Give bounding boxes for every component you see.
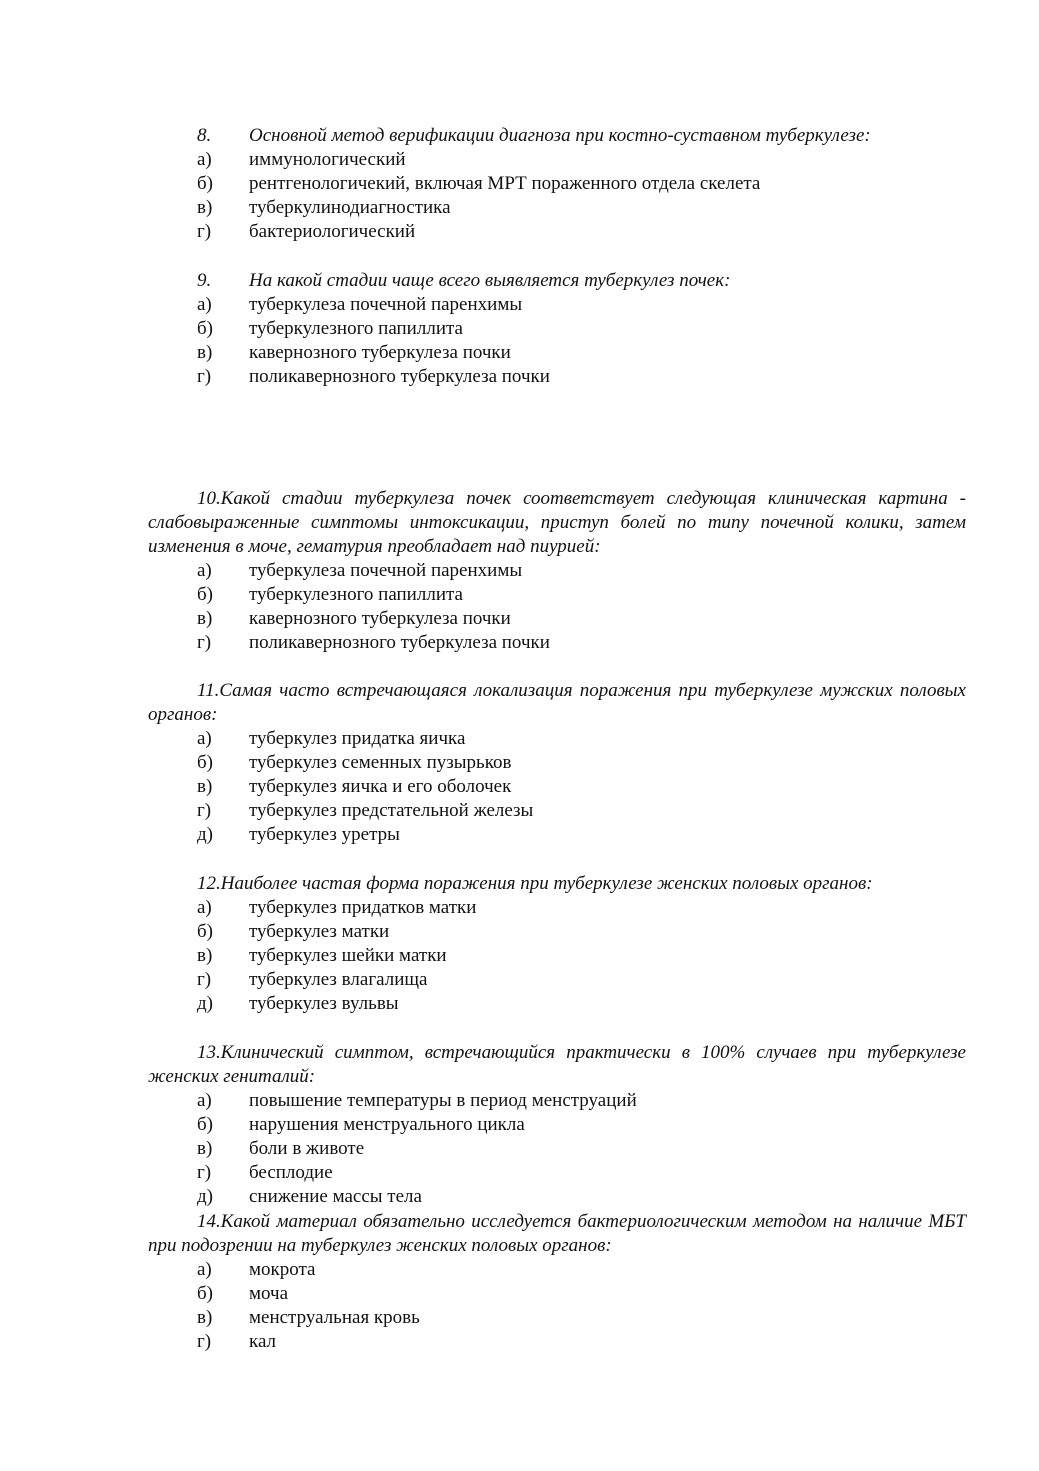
- answer-option: [148, 727, 966, 751]
- option-text: кавернозного туберкулеза почки: [249, 608, 511, 629]
- answer-option: [148, 799, 966, 823]
- question-8: [148, 124, 966, 244]
- answer-option: [148, 220, 966, 244]
- question-text: Какой стадии туберкулеза почек соответствует следующая клиническая картина - слабовыраженные симптомы интоксикации, приступ болей по типу почечной колики, затем изменения в моче, гематурия преобладает над пиурией:: [148, 488, 966, 557]
- option-text: менструальная кровь: [249, 1307, 420, 1328]
- question-9: [148, 269, 966, 389]
- option-letter: в): [197, 197, 213, 218]
- answer-option: [148, 1185, 966, 1209]
- option-text: туберкулез придатка яичка: [249, 728, 466, 749]
- option-letter: б): [197, 1114, 213, 1135]
- question-text: Наиболее частая форма поражения при туберкулезе женских половых органов:: [220, 873, 873, 894]
- question-text: Какой материал обязательно исследуется бактериологическим методом на наличие МБТ при подозрении на туберкулез женских половых органов:: [148, 1211, 966, 1256]
- option-letter: б): [197, 318, 213, 339]
- option-text: туберкулинодиагностика: [249, 197, 451, 218]
- answer-option: [148, 317, 966, 341]
- question-title: [148, 1210, 966, 1258]
- answer-option: [148, 823, 966, 847]
- question-number: 11.: [197, 680, 220, 701]
- question-title: [148, 124, 966, 148]
- question-title: [148, 487, 966, 559]
- question-12: [148, 872, 966, 1016]
- answer-options: [148, 148, 966, 244]
- answer-options: [148, 1089, 966, 1209]
- option-text: туберкулез придатков матки: [249, 897, 477, 918]
- question-text: Основной метод верификации диагноза при костно-суставном туберкулезе:: [249, 125, 871, 146]
- option-text: бактериологический: [249, 221, 416, 242]
- answer-option: [148, 1161, 966, 1185]
- answer-options: [148, 896, 966, 1016]
- option-letter: а): [197, 1090, 212, 1111]
- answer-option: [148, 896, 966, 920]
- answer-option: [148, 1137, 966, 1161]
- question-title: [148, 679, 966, 727]
- question-text: Самая часто встречающаяся локализация поражения при туберкулезе мужских половых органов:: [148, 680, 966, 725]
- question-number: 12.: [197, 873, 221, 894]
- option-text: кал: [249, 1331, 277, 1352]
- option-text: туберкулез предстательной железы: [249, 800, 534, 821]
- answer-option: [148, 944, 966, 968]
- answer-option: [148, 1330, 966, 1354]
- option-letter: д): [197, 993, 213, 1014]
- option-text: рентгенологичекий, включая МРТ пораженного отдела скелета: [249, 173, 761, 194]
- answer-option: [148, 341, 966, 365]
- option-letter: г): [197, 632, 212, 653]
- question-title: [148, 1041, 966, 1089]
- option-letter: а): [197, 897, 212, 918]
- answer-option: [148, 1306, 966, 1330]
- question-number: 14.: [197, 1211, 221, 1232]
- question-title: [148, 872, 966, 896]
- option-letter: д): [197, 1186, 213, 1207]
- option-text: кавернозного туберкулеза почки: [249, 342, 511, 363]
- option-letter: а): [197, 728, 212, 749]
- option-letter: б): [197, 921, 213, 942]
- answer-option: [148, 631, 966, 655]
- option-letter: б): [197, 584, 213, 605]
- question-text: На какой стадии чаще всего выявляется туберкулез почек:: [249, 270, 731, 291]
- option-text: повышение температуры в период менструаций: [249, 1090, 637, 1111]
- option-letter: в): [197, 1138, 213, 1159]
- option-text: туберкулезного папиллита: [249, 318, 463, 339]
- option-text: туберкулез шейки матки: [249, 945, 447, 966]
- option-text: туберкулез матки: [249, 921, 390, 942]
- option-text: туберкулеза почечной паренхимы: [249, 560, 523, 581]
- option-letter: в): [197, 945, 213, 966]
- option-letter: а): [197, 294, 212, 315]
- question-text: Клинический симптом, встречающийся практически в 100% случаев при туберкулезе женских гениталий:: [148, 1042, 966, 1087]
- option-letter: в): [197, 608, 213, 629]
- option-letter: г): [197, 969, 212, 990]
- option-letter: г): [197, 221, 212, 242]
- option-text: иммунологический: [249, 149, 406, 170]
- question-number: 13.: [197, 1042, 221, 1063]
- option-letter: в): [197, 776, 213, 797]
- option-text: туберкулез вульвы: [249, 993, 399, 1014]
- option-text: туберкулез влагалища: [249, 969, 428, 990]
- option-text: туберкулезного папиллита: [249, 584, 463, 605]
- option-text: боли в животе: [249, 1138, 365, 1159]
- option-text: туберкулеза почечной паренхимы: [249, 294, 523, 315]
- option-text: бесплодие: [249, 1162, 333, 1183]
- answer-options: [148, 293, 966, 389]
- option-letter: д): [197, 824, 213, 845]
- question-11: [148, 679, 966, 847]
- answer-option: [148, 172, 966, 196]
- option-text: поликавернозного туберкулеза почки: [249, 632, 550, 653]
- question-14: [148, 1210, 966, 1354]
- answer-option: [148, 365, 966, 389]
- option-text: нарушения менструального цикла: [249, 1114, 525, 1135]
- option-letter: в): [197, 1307, 213, 1328]
- option-letter: а): [197, 149, 212, 170]
- option-letter: б): [197, 173, 213, 194]
- option-letter: г): [197, 1162, 212, 1183]
- answer-option: [148, 1282, 966, 1306]
- answer-option: [148, 607, 966, 631]
- answer-option: [148, 1113, 966, 1137]
- option-letter: в): [197, 342, 213, 363]
- option-letter: а): [197, 1259, 212, 1280]
- option-text: туберкулез семенных пузырьков: [249, 752, 512, 773]
- answer-option: [148, 1258, 966, 1282]
- answer-option: [148, 751, 966, 775]
- answer-option: [148, 1089, 966, 1113]
- answer-option: [148, 148, 966, 172]
- question-number: 10.: [197, 488, 221, 509]
- option-letter: г): [197, 1331, 212, 1352]
- option-letter: а): [197, 560, 212, 581]
- option-text: туберкулез яичка и его оболочек: [249, 776, 512, 797]
- answer-option: [148, 920, 966, 944]
- answer-option: [148, 559, 966, 583]
- answer-option: [148, 992, 966, 1016]
- answer-option: [148, 293, 966, 317]
- question-13: [148, 1041, 966, 1209]
- option-letter: б): [197, 752, 213, 773]
- option-letter: б): [197, 1283, 213, 1304]
- option-text: туберкулез уретры: [249, 824, 400, 845]
- answer-option: [148, 196, 966, 220]
- question-number: 8.: [197, 125, 212, 146]
- answer-option: [148, 583, 966, 607]
- option-letter: г): [197, 800, 212, 821]
- question-number: 9.: [197, 270, 212, 291]
- answer-options: [148, 1258, 966, 1354]
- answer-option: [148, 968, 966, 992]
- option-text: мокрота: [249, 1259, 316, 1280]
- answer-options: [148, 559, 966, 655]
- option-text: моча: [249, 1283, 289, 1304]
- question-10: [148, 487, 966, 655]
- answer-option: [148, 775, 966, 799]
- option-text: снижение массы тела: [249, 1186, 422, 1207]
- option-letter: г): [197, 366, 212, 387]
- question-title: [148, 269, 966, 293]
- answer-options: [148, 727, 966, 847]
- option-text: поликавернозного туберкулеза почки: [249, 366, 550, 387]
